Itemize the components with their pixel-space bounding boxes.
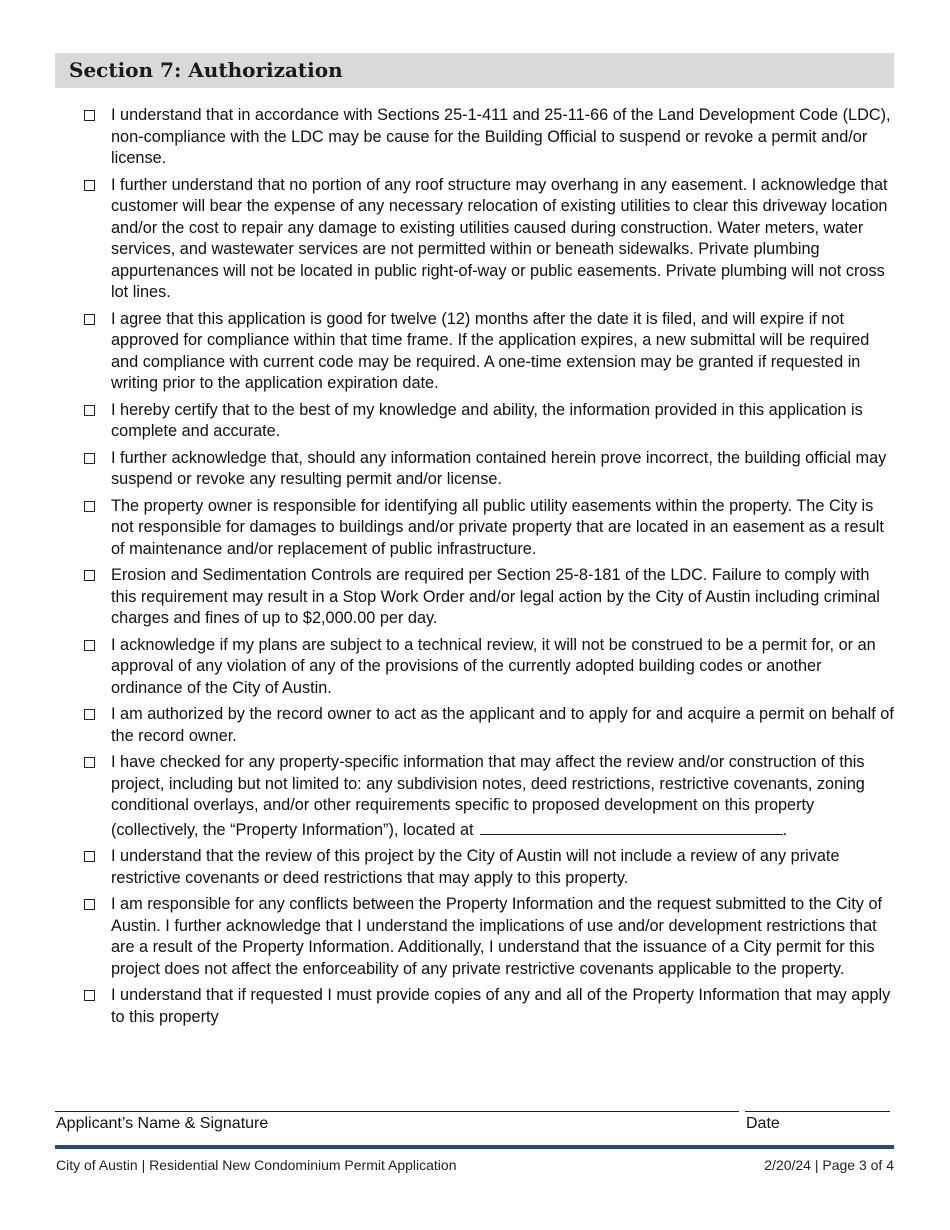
- authorization-list: [84, 105, 896, 1033]
- authorization-checkbox[interactable]: [84, 990, 95, 1001]
- date-label: Date: [746, 1115, 780, 1132]
- authorization-checkbox[interactable]: [84, 709, 95, 720]
- authorization-item: [84, 704, 896, 747]
- authorization-checkbox[interactable]: [84, 405, 95, 416]
- authorization-checkbox[interactable]: [84, 640, 95, 651]
- authorization-checkbox[interactable]: [84, 314, 95, 325]
- authorization-text-block: [111, 752, 896, 841]
- authorization-item: [84, 400, 896, 443]
- authorization-checkbox[interactable]: [84, 570, 95, 581]
- authorization-item: [84, 894, 896, 980]
- section-title: Section 7: Authorization: [69, 58, 343, 82]
- authorization-text: I understand that if requested I must provide copies of any and all of the Property Information that may apply to this property: [111, 986, 891, 1026]
- authorization-text: I further acknowledge that, should any information contained herein prove incorrect, the building official may suspend or revoke any resulting permit and/or license.: [111, 448, 887, 488]
- authorization-text: Erosion and Sedimentation Controls are required per Section 25-8-181 of the LDC. Failure to comply with this requirement may result in a Stop Work Order and/or legal action by the City of Austin including criminal charges and fines of up to $2,000.00 per day.: [111, 566, 880, 627]
- authorization-text: I have checked for any property-specific information that may affect the review and/or construction of this project, including but not limited to: any subdivision notes, deed restrictions, restrictive covenants, zoning conditional overlays, and/or other requirements specific to proposed development on this property (collectively, the “Property Information”), located at: [111, 753, 865, 839]
- authorization-text: I am authorized by the record owner to act as the applicant and to apply for and acquire a permit on behalf of the record owner.: [111, 705, 894, 745]
- sentence-period: .: [782, 820, 788, 839]
- authorization-text: I agree that this application is good for twelve (12) months after the date it is filed, and will expire if not approved for compliance within that time frame. If the application expires, a new submittal will be required and compliance with current code may be required. A one-time extension may be granted if requested in writing prior to the application expiration date.: [111, 309, 870, 392]
- applicant-signature-line[interactable]: [55, 1111, 739, 1112]
- authorization-text: I understand that in accordance with Sections 25-1-411 and 25-11-66 of the Land Development Code (LDC), non-compliance with the LDC may be cause for the Building Official to suspend or revoke a permit and/or license.: [111, 106, 891, 167]
- authorization-item: [84, 175, 896, 304]
- authorization-text: I acknowledge if my plans are subject to a technical review, it will not be construed to be a permit for, or an approval of any violation of any of the provisions of the currently adopted building codes or another ordinance of the City of Austin.: [111, 635, 876, 697]
- authorization-checkbox[interactable]: [84, 851, 95, 862]
- authorization-checkbox[interactable]: [84, 110, 95, 121]
- authorization-checkbox[interactable]: [84, 757, 95, 768]
- authorization-checkbox[interactable]: [84, 899, 95, 910]
- property-location-field[interactable]: [480, 817, 783, 835]
- authorization-text: I further understand that no portion of any roof structure may overhang in any easement. I acknowledge that customer will bear the expense of any necessary relocation of existing utilities to clear this driveway location and/or the cost to repair any damage to existing utilities caused during construction. Water meters, water services, and wastewater services are not permitted within or beneath sidewalks. Private plumbing appurtenances will not be located in public right-of-way or public easements. Private plumbing will not cross lot lines.: [111, 175, 888, 301]
- authorization-item: [84, 496, 896, 561]
- footer-document-title: City of Austin | Residential New Condominium Permit Application: [56, 1157, 457, 1173]
- footer-page-info: 2/20/24 | Page 3 of 4: [764, 1157, 894, 1173]
- authorization-item: [84, 635, 896, 700]
- authorization-item: [84, 846, 896, 889]
- section-header: [55, 53, 894, 88]
- authorization-text: I hereby certify that to the best of my knowledge and ability, the information provided in this application is complete and accurate.: [111, 400, 863, 440]
- authorization-item: [84, 105, 896, 170]
- authorization-text: I understand that the review of this project by the City of Austin will not include a review of any private restrictive covenants or deed restrictions that may apply to this property.: [111, 847, 840, 887]
- footer-divider: [55, 1145, 894, 1149]
- authorization-item: [84, 448, 896, 491]
- authorization-item: [84, 985, 896, 1028]
- authorization-text: I am responsible for any conflicts between the Property Information and the request submitted to the City of Austin. I further acknowledge that I understand the implications of use and/or development restrictions that are a result of the Property Information. Additionally, I understand that the issuance of a City permit for this project does not affect the enforceability of any private restrictive covenants applicable to the property.: [111, 895, 883, 978]
- authorization-checkbox[interactable]: [84, 453, 95, 464]
- authorization-checkbox[interactable]: [84, 501, 95, 512]
- authorization-text: The property owner is responsible for identifying all public utility easements within the property. The City is not responsible for damages to buildings and/or private property that are located in an easement as a result of maintenance and/or replacement of public infrastructure.: [111, 496, 884, 558]
- authorization-item: [84, 565, 896, 630]
- date-line[interactable]: [745, 1111, 890, 1112]
- authorization-checkbox[interactable]: [84, 180, 95, 191]
- authorization-item: [84, 309, 896, 395]
- applicant-signature-label: Applicant’s Name & Signature: [56, 1115, 269, 1132]
- authorization-item: [84, 752, 896, 841]
